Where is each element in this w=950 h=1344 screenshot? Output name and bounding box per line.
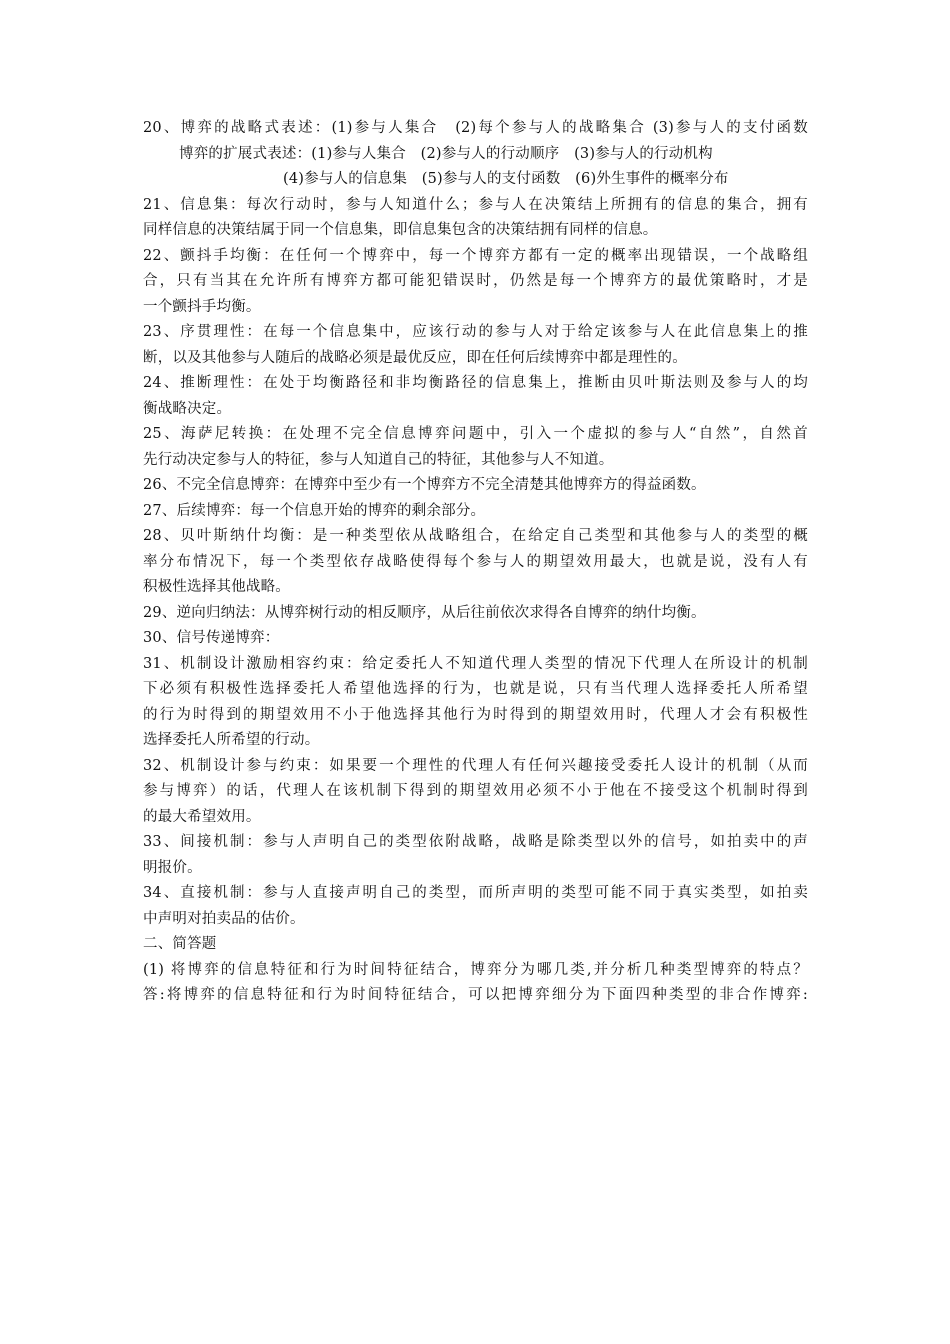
text-line: 26、不完全信息博弈：在博弈中至少有一个博弈方不完全清楚其他博弈方的得益函数。 <box>143 477 706 493</box>
text-line: 20、博弈的战略式表述：(1)参与人集合 (2)每个参与人的战略集合 (3)参与人的支付函数 <box>143 120 808 136</box>
text-line: 28、贝叶斯纳什均衡：是一种类型依从战略组合，在给定自己类型和其他参与人的类型的概 <box>143 528 808 544</box>
text-line: 23、序贯理性：在每一个信息集中，应该行动的参与人对于给定该参与人在此信息集上的推 <box>143 324 808 340</box>
text-line: 32、机制设计参与约束：如果要一个理性的代理人有任何兴趣接受委托人设计的机制（从而 <box>143 757 808 774</box>
text-line: 24、推断理性：在处于均衡路径和非均衡路径的信息集上，推断由贝叶斯法则及参与人的均 <box>143 375 808 391</box>
text-line: 断，以及其他参与人随后的战略必须是最优反应，即在任何后续博弈中都是理性的。 <box>143 349 687 366</box>
text-line: 博弈的扩展式表述：(1)参与人集合 (2)参与人的行动顺序 (3)参与人的行动机构 <box>179 145 713 162</box>
text-line: 合，只有当其在允许所有博弈方都可能犯错误时，仍然是每一个博弈方的最优策略时，才是 <box>143 273 808 289</box>
text-line: 34、直接机制：参与人直接声明自己的类型，而所声明的类型可能不同于真实类型，如拍卖 <box>143 885 808 901</box>
text-line: 27、后续博弈：每一个信息开始的博弈的剩余部分。 <box>143 502 486 519</box>
text-line: 衡战略决定。 <box>143 400 232 417</box>
text-line: 30、信号传递博弈： <box>143 630 280 646</box>
text-line: 22、颤抖手均衡：在任何一个博弈中，每一个博弈方都有一定的概率出现错误，一个战略组 <box>143 247 808 264</box>
text-line: 25、海萨尼转换：在处理不完全信息博弈问题中，引入一个虚拟的参与人“自然”，自然首 <box>143 426 808 442</box>
text-line: 33、间接机制：参与人声明自己的类型依附战略，战略是除类型以外的信号，如拍卖中的声 <box>143 834 808 850</box>
text-line: 21、信息集：每次行动时，参与人知道什么；参与人在决策结上所拥有的信息的集合，拥有 <box>143 196 808 213</box>
text-line: 明报价。 <box>143 859 202 876</box>
text-line: 中声明对拍卖品的估价。 <box>143 910 305 927</box>
text-line: 31、机制设计激励相容约束：给定委托人不知道代理人类型的情况下代理人在所设计的机制 <box>143 655 808 672</box>
text-line: 同样信息的决策结属于同一个信息集，即信息集包含的决策结拥有同样的信息。 <box>143 222 658 238</box>
text-line: (4)参与人的信息集 (5)参与人的支付函数 (6)外生事件的概率分布 <box>283 171 729 187</box>
text-line: 的最大希望效用。 <box>143 808 261 825</box>
text-line: 参与博弈）的话，代理人在该机制下得到的期望效用必须不小于他在不接受这个机制时得到 <box>143 783 808 799</box>
text-line: 下必须有积极性选择委托人希望他选择的行为，也就是说，只有当代理人选择委托人所希望 <box>143 681 808 697</box>
text-line: 的行为时得到的期望效用不小于他选择其他行为时得到的期望效用时，代理人才会有积极性 <box>143 706 808 723</box>
text-line: 一个颤抖手均衡。 <box>143 298 261 315</box>
section-heading: 二、简答题 <box>143 936 217 952</box>
answer-text: 答:将博弈的信息特征和行为时间特征结合，可以把博弈细分为下面四种类型的非合作博弈: <box>143 987 808 1003</box>
text-line: 先行动决定参与人的特征，参与人知道自己的特征，其他参与人不知道。 <box>143 451 614 468</box>
text-line: 积极性选择其他战略。 <box>143 579 290 595</box>
question-text: (1) 将博弈的信息特征和行为时间特征结合，博弈分为哪几类,并分析几种类型博弈的特点？ <box>143 961 808 978</box>
text-line: 29、逆向归纳法：从博弈树行动的相反顺序，从后往前依次求得各自博弈的纳什均衡。 <box>143 604 706 621</box>
document-page <box>143 116 808 1009</box>
text-line: 率分布情况下，每一个类型依存战略使得每个参与人的期望效用最大，也就是说，没有人有 <box>143 553 808 570</box>
text-line: 选择委托人所希望的行动。 <box>143 732 320 748</box>
